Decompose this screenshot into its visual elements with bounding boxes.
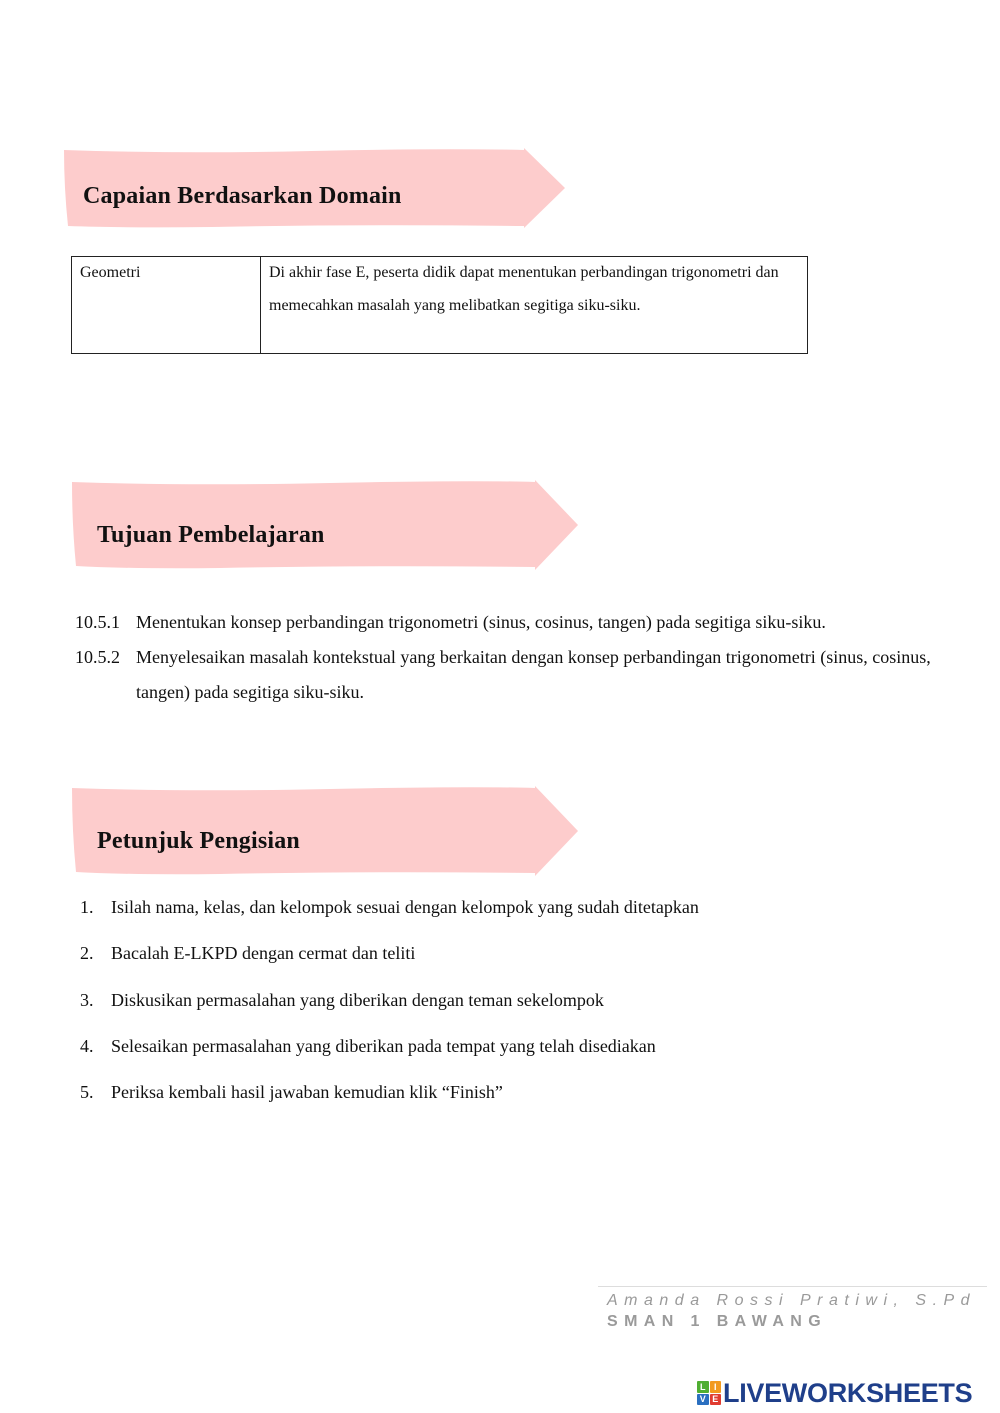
step-text: Selesaikan permasalahan yang diberikan pada tempat yang telah disediakan	[111, 1035, 656, 1056]
author-name: Amanda Rossi Pratiwi, S.Pd	[607, 1292, 977, 1309]
liveworksheets-logo-icon	[697, 1381, 721, 1405]
list-item	[80, 1029, 699, 1075]
step-number: 4.	[80, 1035, 94, 1056]
step-number: 2.	[80, 943, 94, 964]
description-cell: Di akhir fase E, peserta didik dapat menentukan perbandingan trigonometri dan memecahkan masalah yang melibatkan segitiga siku-siku.	[261, 257, 808, 354]
list-item	[80, 983, 699, 1029]
objectives-list	[75, 605, 975, 710]
footer-divider	[598, 1286, 987, 1287]
step-number: 5.	[80, 1082, 94, 1103]
step-number: 1.	[80, 897, 94, 917]
objective-text: Menyelesaikan masalah kontekstual yang berkaitan dengan konsep perbandingan trigonometri (sinus, cosinus, tangen) pada segitiga siku-siku.	[136, 647, 931, 702]
logo-letter: V	[697, 1394, 709, 1406]
section-title: Capaian Berdasarkan Domain	[83, 183, 402, 209]
table-row	[72, 257, 808, 354]
list-item	[80, 936, 699, 982]
liveworksheets-brand[interactable]	[697, 1376, 972, 1410]
domain-cell: Geometri	[72, 257, 261, 354]
list-item	[80, 890, 699, 936]
section-banner-instructions	[70, 786, 580, 878]
section-banner-objectives	[70, 480, 580, 572]
step-text: Bacalah E-LKPD dengan cermat dan teliti	[111, 943, 416, 964]
step-number: 3.	[80, 989, 94, 1010]
step-text: Isilah nama, kelas, dan kelompok sesuai dengan kelompok yang sudah ditetapkan	[111, 897, 699, 917]
school-name: SMAN 1 BAWANG	[607, 1313, 828, 1330]
logo-letter: E	[710, 1394, 722, 1406]
section-title: Petunjuk Pengisian	[97, 828, 300, 854]
logo-letter: L	[697, 1381, 709, 1393]
list-item	[75, 640, 975, 710]
brand-name: LIVEWORKSHEETS	[723, 1377, 973, 1408]
objective-number: 10.5.2	[75, 647, 120, 667]
list-item	[75, 605, 975, 640]
list-item	[80, 1075, 699, 1121]
step-text: Diskusikan permasalahan yang diberikan dengan teman sekelompok	[111, 989, 604, 1010]
logo-letter: I	[710, 1381, 722, 1393]
section-banner-domain	[62, 148, 567, 230]
objective-number: 10.5.1	[75, 612, 120, 632]
step-text: Periksa kembali hasil jawaban kemudian klik “Finish”	[111, 1082, 503, 1103]
objective-text: Menentukan konsep perbandingan trigonometri (sinus, cosinus, tangen) pada segitiga siku-siku.	[136, 612, 826, 632]
section-title: Tujuan Pembelajaran	[97, 522, 325, 548]
instructions-list	[80, 890, 699, 1121]
domain-table	[71, 256, 808, 354]
